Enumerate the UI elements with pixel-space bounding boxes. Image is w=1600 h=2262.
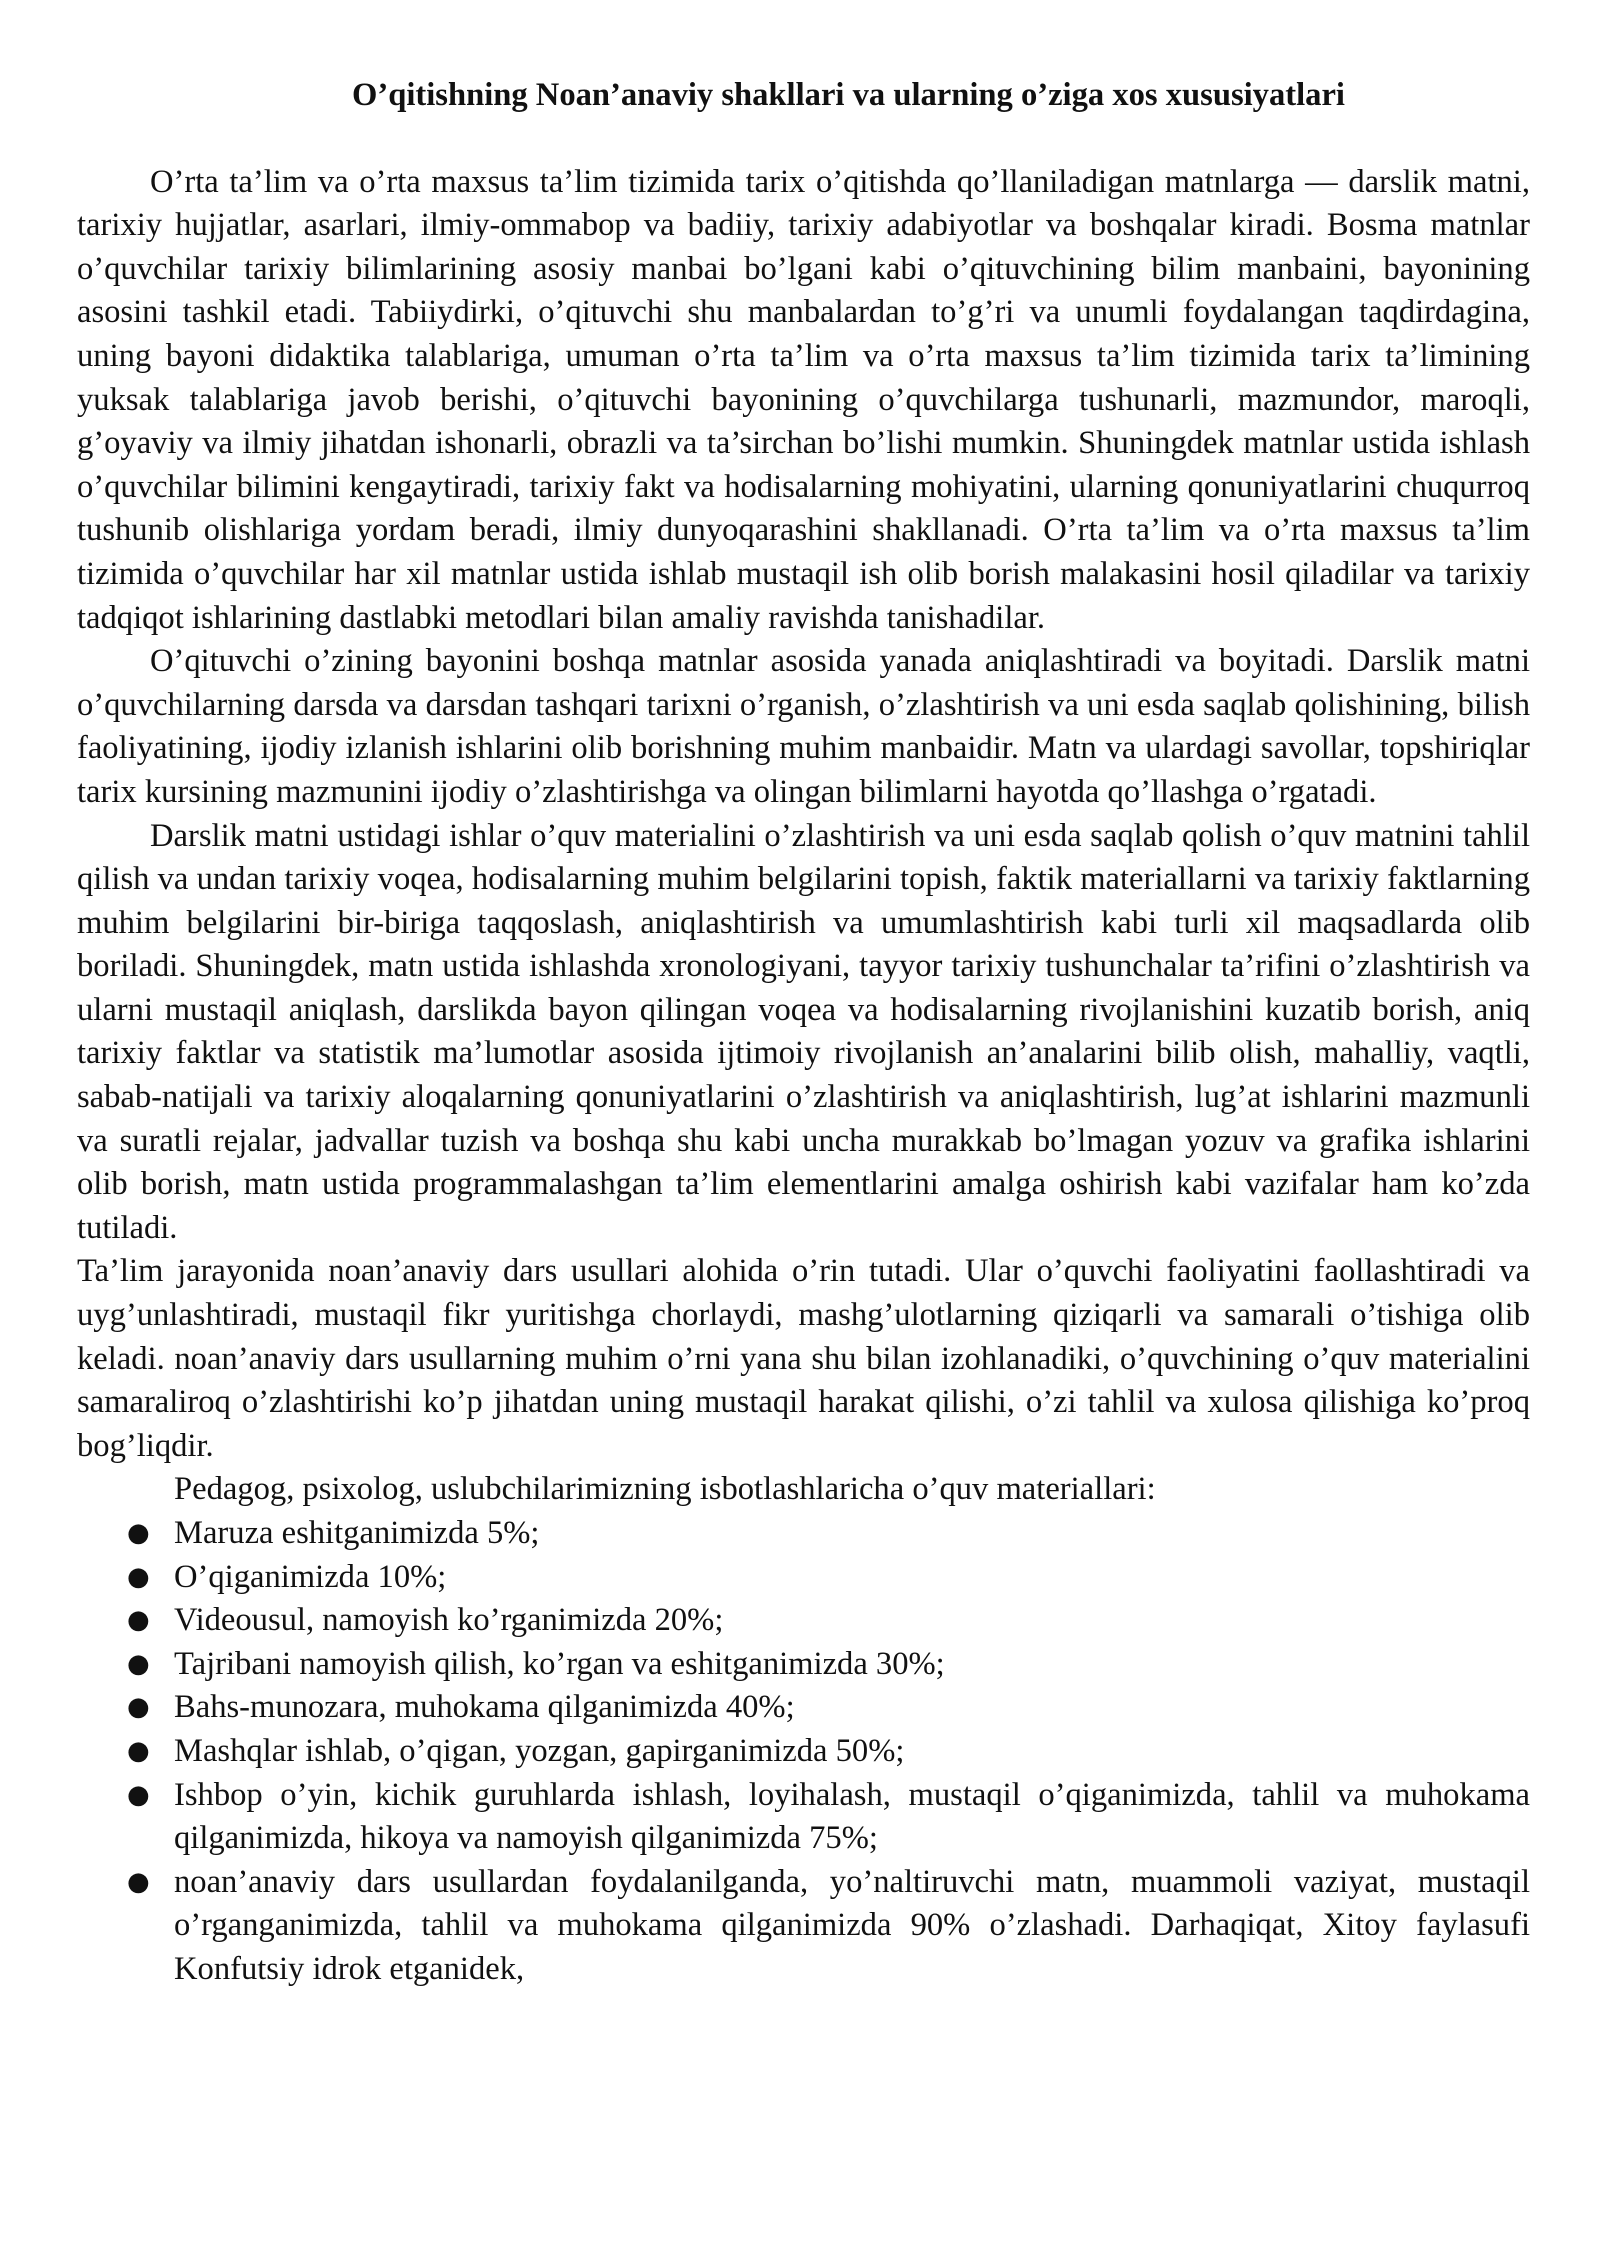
list-item-text: Mashqlar ishlab, o’qigan, yozgan, gapirganimizda 50%; <box>174 1732 905 1769</box>
bullet-icon: ● <box>127 1605 150 1636</box>
list-item-text: Bahs-munozara, muhokama qilganimizda 40%; <box>174 1689 795 1726</box>
paragraph-nontraditional: Ta’lim jarayonida noan’anaviy dars usullari alohida o’rin tutadi. Ular o’quvchi faoliyatini faollashtiradi va uyg’unlashtiradi, mustaqil fikr yuritishga chorlaydi, mashg’ulotlarning qiziqarli va samarali o’tishiga olib keladi. noan’anaviy dars usullarning muhim o’rni yana shu bilan izohlanadiki, o’quvchining o’quv materialini samaraliroq o’zlashtirishi ko’p jihatdan uning mustaqil harakat qilishi, o’zi tahlil va xulosa qilishiga ko’proq bog’liqdir. <box>77 1253 1530 1464</box>
list-item <box>77 1643 1530 1687</box>
list-item-text: Ishbop o’yin, kichik guruhlarda ishlash, loyihalash, mustaqil o’qiganimizda, tahlil va muhokama qilganimizda, hikoya va namoyish qilganimizda 75%; <box>174 1776 1530 1857</box>
list-item <box>77 1686 1530 1730</box>
bullet-icon: ● <box>127 1779 150 1810</box>
bullet-icon: ● <box>127 1866 150 1897</box>
document-title: O’qitishning Noan’anaviy shakllari va ularning o’ziga xos xususiyatlari <box>352 77 1345 113</box>
paragraph-teacher: O’qituvchi o’zining bayonini boshqa matnlar asosida yanada aniqlashtiradi va boyitadi. Darslik matni o’quvchilarning darsda va darsdan tashqari tarixni o’rganish, o’zlashtirish va uni esda saqlab qolishining, bilish faoliyatining, ijodiy izlanish ishlarini olib borishning muhim manbaidir. Matn va ulardagi savollar, topshiriqlar tarix kursining mazmunini ijodiy o’zlashtirishga va olingan bilimlarni hayotda qo’llashga o’rgatadi. <box>77 643 1530 810</box>
list-item-text: noan’anaviy dars usullardan foydalanilganda, yo’naltiruvchi matn, muammoli vaziyat, mustaqil o’rganganimizda, tahlil va muhokama qilganimizda 90% o’zlashadi. Darhaqiqat, Xitoy faylasufi Konfutsiy idrok etganidek, <box>174 1863 1530 1987</box>
paragraph-textbook-work: Darslik matni ustidagi ishlar o’quv materialini o’zlashtirish va uni esda saqlab qolish o’quv matnini tahlil qilish va undan tarixiy voqea, hodisalarning muhim belgilarini topish, faktik materiallarni va tarixiy faktlarning muhim belgilarini bir-biriga taqqoslash, aniqlashtirish va umumlashtirish kabi turli xil maqsadlarda olib boriladi. Shuningdek, matn ustida ishlashda xronologiyani, tayyor tarixiy tushunchalar ta’rifini o’zlashtirish va ularni mustaqil aniqlash, darslikda bayon qilingan voqea va hodisalarning rivojlanishini kuzatib borish, aniq tarixiy faktlar va statistik ma’lumotlar asosida ijtimoiy rivojlanish an’analarini bilib olish, mahalliy, vaqtli, sabab-natijali va tarixiy aloqalarning qonuniyatlarini o’zlashtirish va aniqlashtirish, lug’at ishlarini mazmunli va suratli rejalar, jadvallar tuzish va boshqa shu kabi uncha murakkab bo’lmagan yozuv va grafika ishlarini olib borish, matn ustida programmalashgan ta’lim elementlarini amalga oshirish kabi vazifalar ham ko’zda tutiladi. <box>77 817 1530 1246</box>
list-item <box>77 1774 1530 1861</box>
list-item <box>77 1556 1530 1600</box>
list-lead: Pedagog, psixolog, uslubchilarimizning isbotlashlaricha o’quv materiallari: <box>174 1471 1156 1508</box>
list-item-text: Tajribani namoyish qilish, ko’rgan va eshitganimizda 30%; <box>174 1645 945 1682</box>
list-item-text: O’qiganimizda 10%; <box>174 1558 447 1595</box>
bullet-icon: ● <box>127 1648 150 1679</box>
retention-list <box>77 1512 1530 1992</box>
list-item <box>77 1599 1530 1643</box>
bullet-icon: ● <box>127 1561 150 1592</box>
list-item <box>77 1730 1530 1774</box>
paragraph-texts: O’rta ta’lim va o’rta maxsus ta’lim tizimida tarix o’qitishda qo’llaniladigan matnlarga — darslik matni, tarixiy hujjatlar, asarlari, ilmiy-ommabop va badiiy, tarixiy adabiyotlar va boshqalar kiradi. Bosma matnlar o’quvchilar tarixiy bilimlarining asosiy manbai bo’lgani kabi o’qituvchining bilim manbaini, bayonining asosini tashkil etadi. Tabiiydirki, o’qituvchi shu manbalardan to’g’ri va unumli foydalangan taqdirdagina, uning bayoni didaktika talablariga, umuman o’rta ta’lim va o’rta maxsus ta’lim tizimida tarix ta’limining yuksak talablariga javob berishi, o’qituvchi bayonining o’quvchilarga tushunarli, mazmundor, maroqli, g’oyaviy va ilmiy jihatdan ishonarli, obrazli va ta’sirchan bo’lishi mumkin. Shuningdek matnlar ustida ishlash o’quvchilar bilimini kengaytiradi, tarixiy fakt va hodisalarning mohiyatini, ularning qonuniyatlarini chuqurroq tushunib olishlariga yordam beradi, ilmiy dunyoqarashini shakllanadi. O’rta ta’lim va o’rta maxsus ta’lim tizimida o’quvchilar har xil matnlar ustida ishlab mustaqil ish olib borish malakasini hosil qiladilar va tarixiy tadqiqot ishlarining dastlabki metodlari bilan amaliy ravishda tanishadilar. <box>77 163 1530 636</box>
list-item-text: Videousul, namoyish ko’rganimizda 20%; <box>174 1602 724 1639</box>
bullet-icon: ● <box>127 1692 150 1723</box>
list-item <box>77 1861 1530 1992</box>
bullet-icon: ● <box>127 1518 150 1548</box>
list-item <box>77 1512 1530 1556</box>
list-item-text: Maruza eshitganimizda 5%; <box>174 1515 540 1551</box>
bullet-icon: ● <box>127 1735 150 1766</box>
